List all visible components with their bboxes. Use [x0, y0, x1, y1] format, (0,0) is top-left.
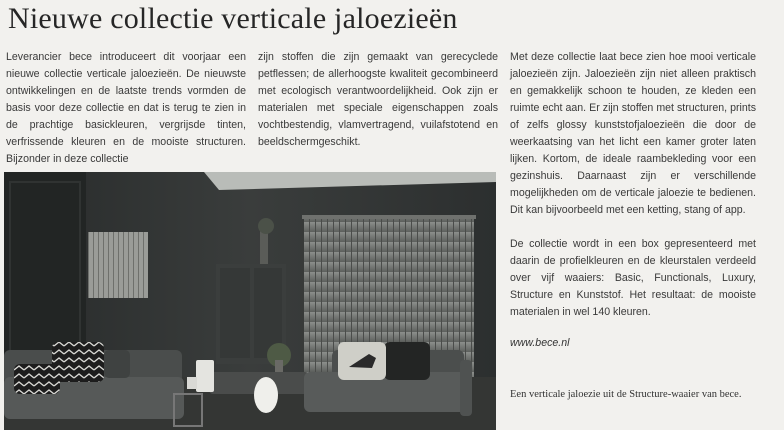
article-title: Nieuwe collectie verticale jaloezieën	[8, 2, 458, 35]
small-window-blind	[88, 232, 148, 298]
column-3-paragraph-1: Met deze collectie laat bece zien hoe mooi verticale jaloezieën zijn. Jaloezieën zijn niet alleen praktisch en gemakkelijk schoon te houden, ze kleden een ruimte echt aan. Er zijn stoffen met structuren, prints of zelfs glossy kunststofjaloezieën die door de weerkaatsing van het licht een kamer groter laten lijken. Kortom, de ideale raambekleding voor een gezinshuis. Daarnaast zijn er verschillende mogelijkheden om de verticale jaloezie te bedienen. Dit kan bijvoorbeeld met een ketting, stang of app.	[510, 51, 756, 216]
living-room-photo	[4, 172, 496, 430]
article-photo	[4, 172, 496, 430]
photo-caption: Een verticale jaloezie uit de Structure-waaier van bece.	[510, 389, 742, 400]
column-3-paragraph-2: De collectie wordt in een box gepresenteerd met daarin de profielkleuren en de kleurstalen verdeeld over vijf waaiers: Basic, Functionals, Luxury, Structure en Kunststof. Het resultaat: de mooiste materialen in wel 140 kleuren.	[510, 238, 756, 318]
article-column-3	[510, 49, 756, 321]
website-link[interactable]: www.bece.nl	[510, 337, 570, 349]
article-column-1	[6, 49, 246, 168]
column-1-text: Leverancier bece introduceert dit voorjaar een nieuwe collectie verticale jaloezieën. De nieuwste ontwikkelingen en de laatste trends vormden de basis voor deze collectie en dat is terug te zien in de prachtige basickleuren, vergrijsde tinten, verfrissende kleuren en de mooiste structuren. Bijzonder in deze collectie	[6, 51, 246, 165]
column-2-text: zijn stoffen die zijn gemaakt van gerecyclede petflessen; de allerhoogste kwaliteit gecombineerd met ecologisch verantwoordelijkheid. Ook zijn er materialen met speciale eigenschappen zoals vochtbestendig, vlamvertragend, vuilafstotend en beeldschermgeschikt.	[258, 51, 498, 148]
article-column-2	[258, 49, 498, 151]
